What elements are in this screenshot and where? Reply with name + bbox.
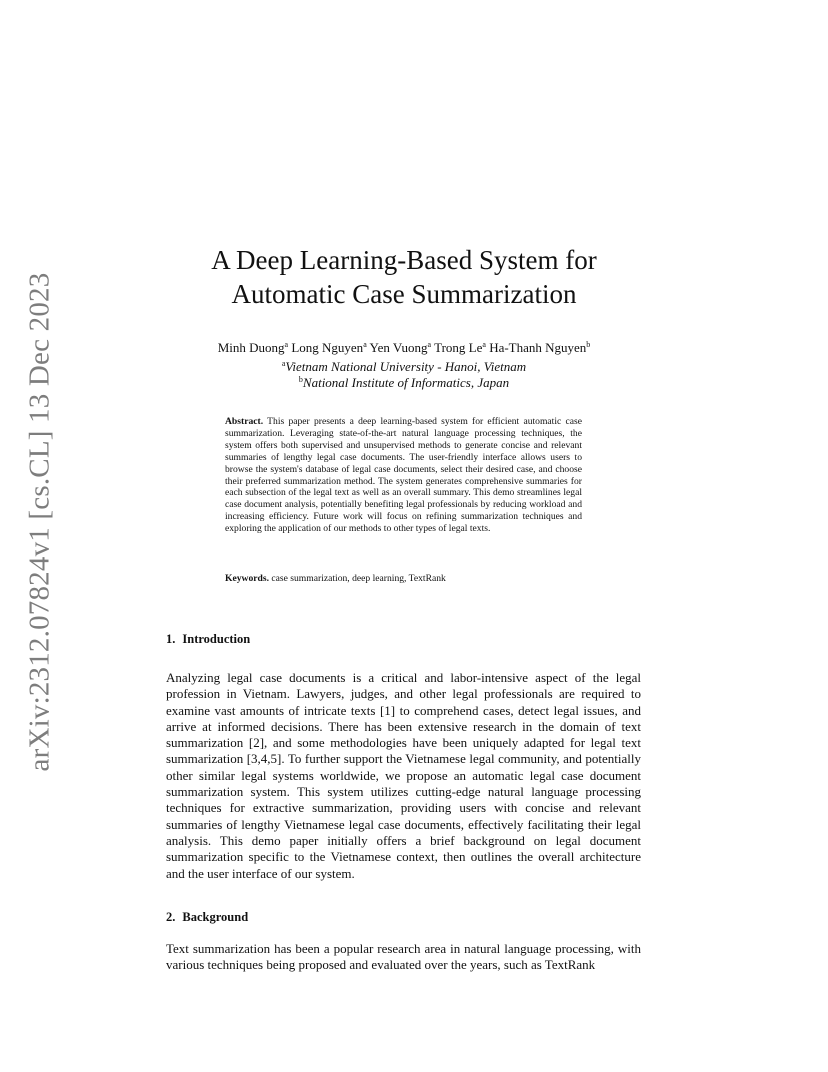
section-title: Introduction xyxy=(182,632,251,646)
affiliation-text: National Institute of Informatics, Japan xyxy=(302,375,510,390)
abstract-text: This paper presents a deep learning-based system for efficient automatic case summarization. Leveraging state-of-the-art natural language processing techniques, the system offers both supervised and unsupervised methods to generate concise and relevant summaries of lengthy legal case documents. The user-friendly interface allows users to browse the system's database of legal case documents, select their desired case, and choose their preferred summarization method. The system generates comprehensive summaries for each subsection of the legal text as well as an overall summary. This demo streamlines legal case document analysis, potentially benefiting legal professionals by reducing workload and increasing efficiency. Future work will focus on refining summarization techniques and exploring the application of our methods to other types of legal texts. xyxy=(225,416,583,535)
author-name: Long Nguyen xyxy=(291,340,364,355)
author-name: Minh Duong xyxy=(217,340,285,355)
author-affiliation-mark: a xyxy=(427,340,432,349)
author-list xyxy=(0,340,808,356)
author xyxy=(370,340,432,355)
section-heading-introduction xyxy=(166,632,250,647)
introduction-paragraph: Analyzing legal case documents is a critical and labor-intensive aspect of the legal profession in Vietnam. Lawyers, judges, and other legal professionals are required to examine vast amounts of intricate texts [1] to comprehend cases, detect legal issues, and arrive at informed decisions. There has been extensive research in the domain of text summarization [2], and some methodologies have been uniquely adapted for legal text summarization [3,4,5]. To further support the Vietnamese legal community, and potentially other similar legal systems worldwide, we propose an automatic legal case document summarization system. This system utilizes cutting-edge natural language processing techniques for extractive summarization, providing users with concise and relevant summaries of lengthy Vietnamese legal case documents, effectively facilitating their legal analysis. This demo paper initially offers a brief background on legal document summarization specific to the Vietnamese context, then outlines the overall architecture and the user interface of our system. xyxy=(166,670,641,881)
author xyxy=(434,340,486,355)
affiliation-mark: b xyxy=(298,375,303,384)
author-name: Trong Le xyxy=(434,340,483,355)
abstract-label: Abstract. xyxy=(225,416,264,427)
affiliation-b xyxy=(0,375,808,391)
affiliation-text: Vietnam National University - Hanoi, Vietnam xyxy=(285,359,527,374)
arxiv-identifier-text: arXiv:2312.07824v1 [cs.CL] 13 Dec 2023 xyxy=(23,272,56,772)
abstract xyxy=(225,416,582,535)
author-name: Ha-Thanh Nguyen xyxy=(489,340,587,355)
paper-title xyxy=(0,243,808,311)
section-title: Background xyxy=(182,910,249,924)
author-affiliation-mark: a xyxy=(482,340,486,349)
keywords-text: case summarization, deep learning, TextRank xyxy=(271,573,446,584)
background-paragraph: Text summarization has been a popular research area in natural language processing, with various techniques being proposed and evaluated over the years, such as TextRank xyxy=(166,941,641,973)
author xyxy=(489,340,590,355)
author-affiliation-mark: a xyxy=(284,340,289,349)
author xyxy=(218,340,288,355)
affiliation-mark: a xyxy=(281,359,286,368)
affiliation-a xyxy=(0,359,808,375)
keywords xyxy=(225,573,585,585)
author-affiliation-mark: b xyxy=(586,340,591,349)
section-number: 1. xyxy=(166,632,176,646)
author xyxy=(291,340,366,355)
author-name: Yen Vuong xyxy=(369,340,428,355)
author-affiliation-mark: a xyxy=(363,340,367,349)
paper-title-line-2: Automatic Case Summarization xyxy=(231,279,577,309)
paper-title-line-1: A Deep Learning-Based System for xyxy=(211,245,597,275)
section-heading-background xyxy=(166,910,248,925)
keywords-label: Keywords. xyxy=(225,573,269,584)
section-number: 2. xyxy=(166,910,176,924)
